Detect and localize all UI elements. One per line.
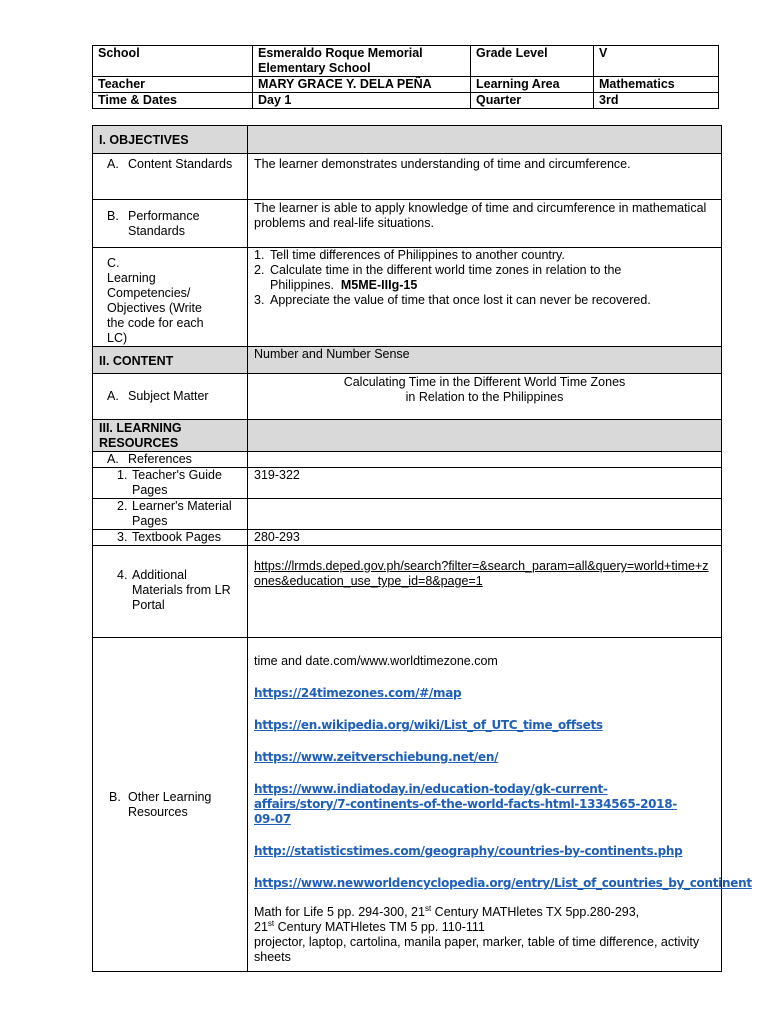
teacher-value: MARY GRACE Y. DELA PEÑA — [253, 77, 471, 93]
learners-material-num: 2. — [117, 499, 128, 513]
subject-matter-line-1: Calculating Time in the Different World Time Zones — [343, 375, 626, 389]
other-resources-label: Other Learning Resources — [128, 789, 212, 819]
teachers-guide-row — [93, 468, 722, 499]
school-value: Esmeraldo Roque Memorial Elementary School — [253, 46, 471, 77]
subject-matter-line-2: in Relation to the Philippines — [405, 390, 564, 404]
content-standards-label: Content Standards — [128, 157, 233, 171]
subject-matter-label: Subject Matter — [128, 389, 209, 403]
textbook-label: Textbook Pages — [132, 530, 221, 544]
competency-code: M5ME-IIIg-15 — [340, 278, 418, 292]
references-num: A. — [107, 452, 119, 466]
performance-standards-label: Performance Standards — [128, 209, 200, 238]
teachers-guide-num: 1. — [117, 468, 128, 482]
references-row — [93, 452, 722, 468]
learning-competencies-num: C. — [107, 256, 120, 270]
learning-competencies-row — [93, 248, 722, 347]
learners-material-value — [248, 499, 722, 530]
time-label: Time & Dates — [93, 93, 253, 109]
grade-value: V — [594, 46, 719, 77]
additional-materials-row — [93, 546, 722, 638]
area-label: Learning Area — [471, 77, 594, 93]
resource-link[interactable]: https://24timezones.com/#/map — [254, 686, 462, 700]
resource-link[interactable]: http://statisticstimes.com/geography/countries-by-continents.php — [254, 844, 683, 858]
other-resources-first: time and date.com/www.worldtimezone.com — [254, 654, 498, 668]
objective-item: 3. Appreciate the value of time that once lost it can never be recovered. — [254, 293, 651, 307]
resource-link[interactable]: https://en.wikipedia.org/wiki/List_of_UTC_time_offsets — [254, 718, 603, 732]
learning-resources-heading: III. LEARNING RESOURCES — [99, 421, 182, 450]
resource-link[interactable]: https://www.indiatoday.in/education-today/gk-current-affairs/story/7-continents-of-the-world-facts-html-1334565-2018-09-07 — [254, 782, 677, 826]
time-value: Day 1 — [253, 93, 471, 109]
school-label: School — [93, 46, 253, 77]
content-standards-num: A. — [107, 157, 119, 171]
subject-matter-num: A. — [107, 389, 119, 403]
teacher-label: Teacher — [93, 77, 253, 93]
lr-portal-link[interactable]: https://lrmds.deped.gov.ph/search?filter=&search_param=all&query=world+time+zones&education_use_type_id=8&page=1 — [254, 559, 709, 588]
materials-text: projector, laptop, cartolina, manila paper, marker, table of time difference, activity sheets — [254, 935, 700, 964]
other-resources-num: B. — [109, 789, 121, 804]
additional-materials-label: Additional Materials from LR Portal — [132, 568, 231, 612]
content-row — [93, 347, 722, 374]
textbook-value: 280-293 — [248, 530, 722, 546]
content-heading-value: Number and Number Sense — [248, 347, 722, 374]
textbook-num: 3. — [117, 530, 128, 544]
references-label: References — [128, 452, 192, 466]
objective-item: 1. Tell time differences of Philippines to another country. — [254, 248, 565, 262]
learners-material-row — [93, 499, 722, 530]
additional-materials-num: 4. — [117, 568, 128, 582]
resource-link[interactable]: https://www.zeitverschiebung.net/en/ — [254, 750, 499, 764]
area-value: Mathematics — [594, 77, 719, 93]
learners-material-label: Learner's Material Pages — [132, 499, 232, 528]
objectives-heading: I. OBJECTIVES — [93, 126, 248, 154]
textbook-row — [93, 530, 722, 546]
books-line-2: 21st Century MATHletes TM 5 pp. 110-111 — [254, 918, 485, 934]
content-standards-row — [93, 154, 722, 200]
content-standards-text: The learner demonstrates understanding of time and circumference. — [248, 154, 722, 200]
subject-matter-row — [93, 374, 722, 420]
performance-standards-num: B. — [107, 209, 119, 223]
learning-resources-row — [93, 420, 722, 452]
teachers-guide-label: Teacher's Guide Pages — [132, 468, 222, 497]
content-heading: II. CONTENT — [93, 347, 248, 374]
header-table — [92, 45, 719, 109]
objective-item: 2. Calculate time in the different world time zones in relation to the Philippines. M5ME-IIIg-15 — [254, 263, 622, 292]
books-line-1: Math for Life 5 pp. 294-300, 21st Century MATHletes TX 5pp.280-293, — [254, 903, 640, 919]
performance-standards-row — [93, 200, 722, 248]
quarter-label: Quarter — [471, 93, 594, 109]
other-resources-row — [93, 638, 722, 972]
quarter-value: 3rd — [594, 93, 719, 109]
performance-standards-text: The learner is able to apply knowledge of time and circumference in mathematical problems and real-life situations. — [248, 200, 722, 248]
teachers-guide-value: 319-322 — [248, 468, 722, 499]
learning-competencies-label: Learning Competencies/ Objectives (Write the code for each LC) — [107, 271, 204, 345]
resource-link[interactable]: https://www.newworldencyclopedia.org/entry/List_of_countries_by_continent — [254, 876, 752, 890]
objectives-row — [93, 126, 722, 154]
grade-label: Grade Level — [471, 46, 594, 77]
lesson-plan-table — [92, 125, 752, 972]
